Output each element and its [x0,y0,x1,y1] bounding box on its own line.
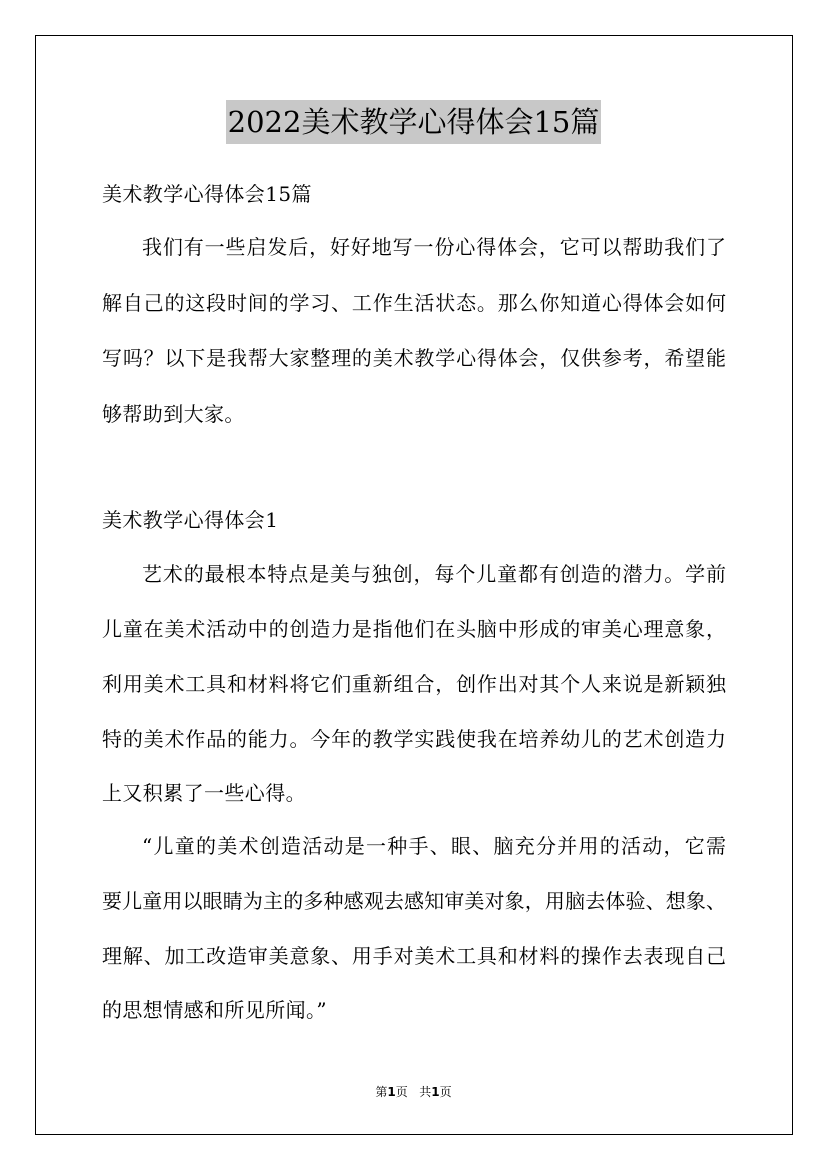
footer-total-pages: 1 [431,1085,440,1099]
document-title: 2022美术教学心得体会15篇 [226,100,602,144]
paragraph1-line-4: 特的美术作品的能力。今年的教学实践使我在培养幼儿的艺术创造力 [102,727,726,751]
footer-prefix: 第 [375,1085,388,1099]
intro-line-1: 我们有一些启发后，好好地写一份心得体会，它可以帮助我们了 [142,235,726,259]
paragraph2-line-2: 要儿童用以眼睛为主的多种感观去感知审美对象，用脑去体验、想象、 [102,889,726,913]
footer-page-suffix: 页 共 [395,1085,432,1099]
paragraph1-line-2: 儿童在美术活动中的创造力是指他们在头脑中形成的审美心理意象， [102,617,726,641]
footer-total-suffix: 页 [439,1085,452,1099]
intro-line-3: 写吗？以下是我帮大家整理的美术教学心得体会，仅供参考，希望能 [102,346,726,370]
subtitle: 美术教学心得体会15篇 [102,182,312,206]
intro-line-4: 够帮助到大家。 [102,402,245,426]
intro-line-2: 解自己的这段时间的学习、工作生活状态。那么你知道心得体会如何 [102,291,726,315]
page-footer [0,1084,827,1100]
paragraph1-line-5: 上又积累了一些心得。 [102,781,306,805]
paragraph2-line-1: “儿童的美术创造活动是一种手、眼、脑充分并用的活动，它需 [142,834,726,858]
footer-page-number: 1 [387,1085,396,1099]
paragraph2-line-4: 的思想情感和所见所闻。” [102,998,328,1022]
paragraph2-line-3: 理解、加工改造审美意象、用手对美术工具和材料的操作去表现自己 [102,944,726,968]
section-heading: 美术教学心得体会1 [102,508,279,532]
title-container [0,100,827,144]
paragraph1-line-1: 艺术的最根本特点是美与独创，每个儿童都有创造的潜力。学前 [142,562,726,586]
paragraph1-line-3: 利用美术工具和材料将它们重新组合，创作出对其个人来说是新颖独 [102,672,726,696]
